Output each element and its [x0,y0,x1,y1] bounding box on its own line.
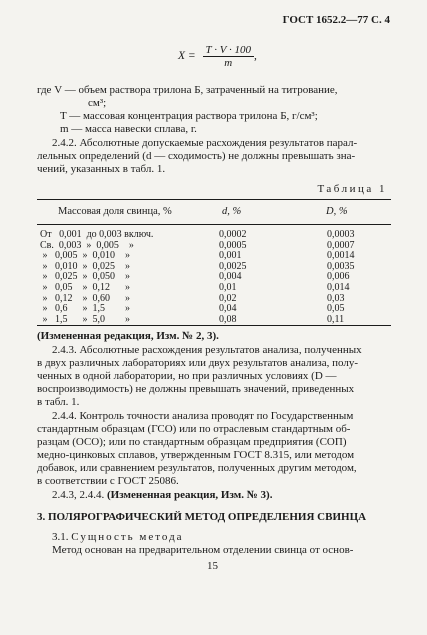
cell-d: 0,0002 [219,229,247,240]
subsection-heading [52,531,184,544]
cell-mass-fraction: Св. 0,003 » 0,005 » [40,239,134,251]
cell-big-d: 0,006 [327,271,350,283]
definition-t: T — массовая концентрация раствора трилона Б, г/см³; [60,110,318,122]
edit-note-2-prefix: 2.4.3, 2.4.4. [52,489,107,501]
table-bottom-rule [37,325,391,326]
cell-d: 0,04 [219,303,237,315]
para-3-1-line: Метод основан на предварительном отделении свинца от основ- [52,544,354,556]
para-2-4-4-line: добавок, или сравнением результатов, полученных другим методом, [37,462,357,474]
cell-big-d: 0,11 [327,313,345,325]
table-top-rule [37,199,391,200]
table-header-d: d, % [222,206,242,217]
table-row [37,314,391,325]
para-2-4-2-line: чений, указанных в табл. 1. [37,163,166,175]
cell-mass-fraction: » 0,010 » 0,025 » [40,260,130,272]
table-header-big-d: D, % [326,206,348,217]
cell-d: 0,0025 [219,260,247,272]
definition-m: m — масса навески сплава, г. [60,123,197,135]
page-number: 15 [207,560,218,572]
subsection-number: 3.1. [52,531,72,543]
cell-d: 0,08 [219,313,237,325]
page-header: ГОСТ 1652.2—77 С. 4 [282,14,390,26]
para-2-4-2-line: 2.4.2. Абсолютные допускаемые расхождения результатов парал- [52,137,358,149]
para-2-4-4-line: медно-цинковых сплавов, утвержденным ГОСТ 8.315, или методом [37,449,355,461]
para-2-4-3-line: ченных в одной лаборатории, но при различных условиях (D — [37,370,337,382]
cell-d: 0,001 [219,250,242,262]
formula-end: , [254,50,257,63]
table-row [37,240,391,251]
section-title: 3. ПОЛЯРОГРАФИЧЕСКИЙ МЕТОД ОПРЕДЕЛЕНИЯ СВИНЦА [37,511,367,523]
para-2-4-3-line: 2.4.3. Абсолютные расхождения результатов анализа, полученных [52,344,362,356]
para-2-4-3-line: в табл. 1. [37,396,80,408]
cell-big-d: 0,0007 [327,239,355,251]
cell-d: 0,004 [219,271,242,283]
edit-note-2-bold: (Измененная реакция, Изм. № 3). [107,489,273,501]
para-2-4-4-line: 2.4.4. Контроль точности анализа проводят по Государственным [52,410,354,422]
cell-mass-fraction: » 0,05 » 0,12 » [40,282,130,293]
table-row [37,250,391,261]
subsection-title: Сущность метода [71,531,184,543]
cell-mass-fraction: » 0,025 » 0,050 » [40,271,130,283]
table-row [37,303,391,314]
table-row [37,282,391,293]
cell-big-d: 0,014 [327,282,350,293]
para-2-4-2-line: лельных определений (d — сходимость) не должны превышать зна- [37,150,356,162]
table-row [37,261,391,272]
para-2-4-3-line: в двух различных лабораториях или двух результатов анализа, полу- [37,357,358,369]
table-row [37,293,391,304]
cell-big-d: 0,0035 [327,260,355,272]
cell-mass-fraction: » 1,5 » 5,0 » [40,313,130,325]
formula-fraction [203,44,254,69]
para-2-4-4-line: в соответствии с ГОСТ 25086. [37,475,179,487]
table-row [37,271,391,282]
para-2-4-4-line: стандартным образцам (ГСО) или по отраслевым стандартным об- [37,423,351,435]
formula [178,44,257,69]
cell-mass-fraction: » 0,6 » 1,5 » [40,303,130,315]
cell-big-d: 0,03 [327,292,345,304]
formula-lhs: X = [178,50,196,63]
cell-d: 0,01 [219,282,237,293]
cell-d: 0,02 [219,292,237,304]
formula-denominator: m [224,57,233,69]
formula-numerator: T · V · 100 [203,44,254,57]
cell-big-d: 0,0003 [327,229,355,240]
table-header-rule [37,224,391,225]
edit-note: (Измененная редакция, Изм. № 2, 3). [37,330,219,342]
cell-mass-fraction: От 0,001 до 0,003 включ. [40,229,154,240]
cell-mass-fraction: » 0,005 » 0,010 » [40,250,130,262]
table-caption: Таблица 1 [317,183,387,195]
cell-big-d: 0,05 [327,303,345,315]
definition-v-cont: см³; [88,97,107,109]
table-row [37,229,391,240]
para-2-4-4-line: разцам (ОСО); или по стандартным образцам предприятия (СОП) [37,436,347,448]
cell-d: 0,0005 [219,239,247,251]
cell-big-d: 0,0014 [327,250,355,262]
definition-v: где V — объем раствора трилона Б, затраченный на титрование, [37,84,338,96]
cell-mass-fraction: » 0,12 » 0,60 » [40,292,130,304]
table-header-mass-fraction: Массовая доля свинца, % [58,206,172,217]
edit-note-2 [52,489,272,502]
para-2-4-3-line: воспроизводимость) не должны превышать значений, приведенных [37,383,355,395]
